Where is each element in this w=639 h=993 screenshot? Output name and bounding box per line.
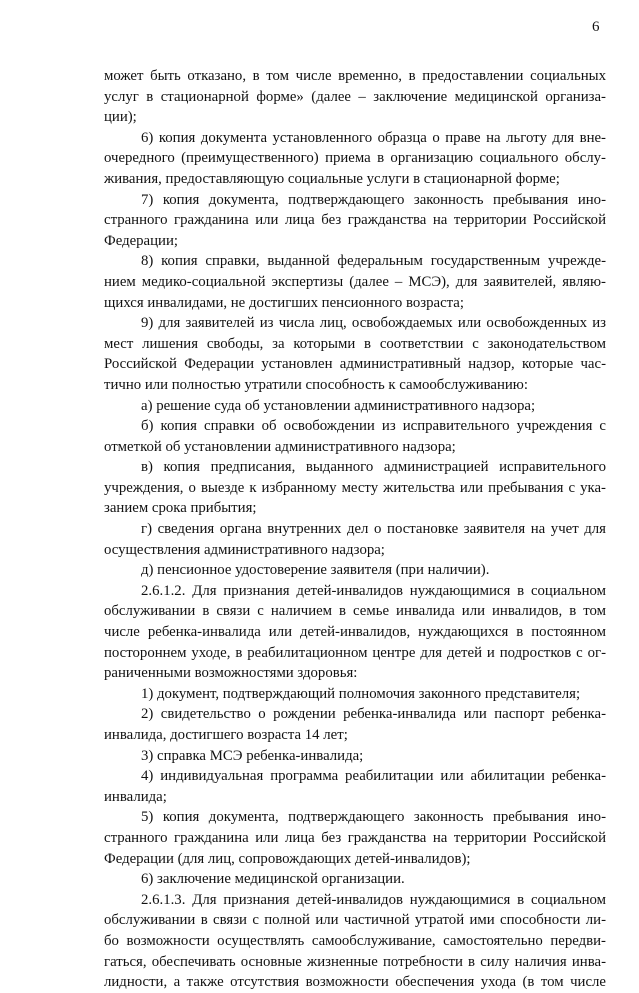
text-line: живания, предоставляющую социальные услуги в стационарной форме; (104, 170, 560, 187)
text-line: отметкой об установлении административного надзора; (104, 438, 456, 455)
text-line: постороннем уходе, в реабилитационном центре для детей и подростков с ог- (104, 644, 606, 661)
text-line: странного гражданина или лица без гражданства на территории Российской (104, 212, 606, 229)
text-line: 2.6.1.3. Для признания детей-инвалидов нуждающимися в социальном (141, 891, 606, 908)
text-line: обслуживании в связи с наличием в семье инвалида или инвалидов, в том (104, 603, 606, 620)
text-line: лидности, а также отсутствия возможности обеспечения ухода (в том числе (104, 974, 606, 991)
text-line: 8) копия справки, выданной федеральным государственным учрежде- (141, 253, 606, 270)
text-line: бо возможности осуществлять самообслуживание, самостоятельно передви- (104, 932, 606, 949)
text-line: Федерации (для лиц, сопровождающих детей-инвалидов); (104, 850, 471, 867)
document-body (104, 66, 606, 993)
text-line: 5) копия документа, подтверждающего законность пребывания ино- (141, 809, 606, 826)
text-line: 2) свидетельство о рождении ребенка-инвалида или паспорт ребенка- (141, 706, 606, 723)
page-number: 6 (592, 19, 600, 35)
text-line: нием медико-социальной экспертизы (далее – МСЭ), для заявителей, являю- (104, 273, 606, 290)
text-line: числе ребенка-инвалида или детей-инвалидов, нуждающихся в постоянном (104, 624, 606, 641)
text-line: 7) копия документа, подтверждающего законность пребывания ино- (141, 191, 606, 208)
text-line: 6) заключение медицинской организации. (141, 871, 405, 888)
text-line: тично или полностью утратили способность к самообслуживанию: (104, 376, 528, 393)
text-line: 1) документ, подтверждающий полномочия законного представителя; (141, 685, 581, 702)
text-line: учреждения, о выезде к избранному месту жительства или пребывания с ука- (104, 479, 606, 496)
text-line: мест лишения свободы, за которыми в соответствии с законодательством (104, 335, 606, 352)
text-line: в) копия предписания, выданного администрацией исправительного (141, 459, 606, 476)
text-line: 3) справка МСЭ ребенка-инвалида; (141, 747, 364, 764)
text-line: щихся инвалидами, не достигших пенсионного возраста; (104, 294, 464, 311)
text-line: занием срока прибытия; (104, 500, 257, 517)
text-line: раниченными возможностями здоровья: (104, 665, 358, 682)
text-line: Российской Федерации установлен административный надзор, которые час- (104, 356, 606, 373)
text-line: инвалида, достигшего возраста 14 лет; (104, 727, 348, 743)
text-line: инвалида; (104, 788, 167, 805)
text-line: г) сведения органа внутренних дел о постановке заявителя на учет для (141, 521, 606, 538)
text-line: Федерации; (104, 232, 178, 249)
text-line: обслуживании в связи с полной или частичной утратой ими способности ли- (104, 912, 606, 929)
text-line: б) копия справки об освобождении из исправительного учреждения с (141, 418, 606, 435)
text-line: очередного (преимущественного) приема в организацию социального обслу- (104, 150, 606, 167)
text-line: д) пенсионное удостоверение заявителя (при наличии). (141, 562, 490, 579)
text-line: 4) индивидуальная программа реабилитации или абилитации ребенка- (141, 768, 606, 785)
text-line: 9) для заявителей из числа лиц, освобождаемых или освобожденных из (141, 315, 606, 332)
text-line: услуг в стационарной форме» (далее – заключение медицинской организа- (104, 88, 606, 105)
text-line: а) решение суда об установлении административного надзора; (141, 397, 536, 414)
text-line: 2.6.1.2. Для признания детей-инвалидов нуждающимися в социальном (141, 582, 606, 599)
text-line: может быть отказано, в том числе временно, в предоставлении социальных (104, 68, 606, 84)
text-line: гаться, обеспечивать основные жизненные потребности в силу наличия инва- (104, 953, 606, 970)
text-line: 6) копия документа установленного образца о праве на льготу для вне- (141, 129, 606, 146)
text-line: ции); (104, 109, 137, 126)
text-line: осуществления административного надзора; (104, 541, 385, 558)
text-line: странного гражданина или лица без гражданства на территории Российской (104, 829, 606, 846)
